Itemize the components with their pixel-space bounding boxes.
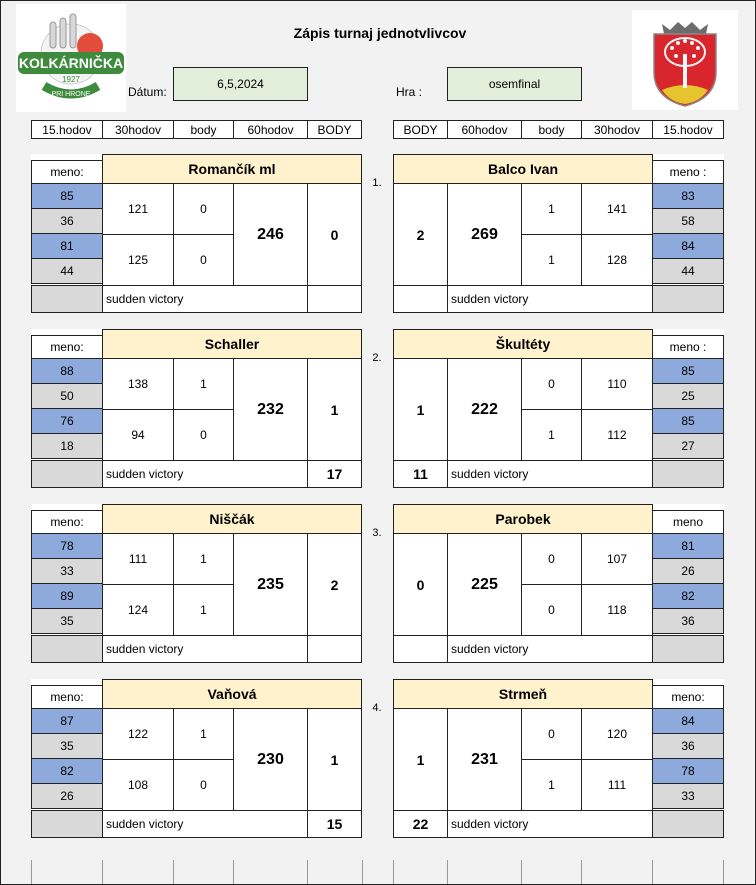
player-name-left[interactable]: Romančík ml (102, 154, 362, 184)
throw30-left: 121 (102, 183, 174, 235)
sudden-blank-right (652, 460, 724, 488)
throw15-right: 82 (652, 583, 724, 609)
throw15-left: 81 (31, 233, 103, 259)
col-left-body: body (173, 120, 234, 139)
player-name-left[interactable]: Vaňová (102, 679, 362, 709)
grid-line (102, 860, 103, 885)
throw30-right: 118 (581, 584, 653, 636)
sudden-victory-label-left: sudden victory (102, 810, 308, 838)
throw15-left: 44 (31, 258, 103, 284)
throw15-left: 33 (31, 558, 103, 584)
throw15-right: 27 (652, 433, 724, 459)
player-name-right[interactable]: Parobek (393, 504, 653, 534)
sudden-value-left[interactable] (307, 285, 362, 313)
sudden-victory-label-left: sudden victory (102, 635, 308, 663)
points-right: 1 (393, 358, 448, 461)
coat-of-arms-graphic (632, 10, 738, 110)
grid-line (362, 860, 363, 885)
body-left: 0 (173, 183, 234, 235)
col-right-15hodov: 15.hodov (652, 120, 724, 139)
throw15-right: 33 (652, 783, 724, 809)
points-right: 1 (393, 708, 448, 811)
points-left: 1 (307, 358, 362, 461)
sudden-value-left[interactable] (307, 635, 362, 663)
throw30-right: 141 (581, 183, 653, 235)
throw15-left: 89 (31, 583, 103, 609)
grid-line (31, 860, 32, 885)
grid-line (447, 860, 448, 885)
svg-text:PRI HRONE: PRI HRONE (51, 91, 91, 98)
body-right: 1 (521, 409, 582, 461)
sudden-victory-label-left: sudden victory (102, 285, 308, 313)
throw15-left: 88 (31, 358, 103, 384)
throw15-right: 25 (652, 383, 724, 409)
throw15-right: 44 (652, 258, 724, 284)
col-right-30hodov: 30hodov (581, 120, 653, 139)
col-left-30hodov: 30hodov (102, 120, 174, 139)
col-right-60hodov: 60hodov (447, 120, 522, 139)
throw15-left: 35 (31, 608, 103, 634)
throw15-left: 76 (31, 408, 103, 434)
points-right: 2 (393, 183, 448, 286)
body-left: 1 (173, 708, 234, 760)
throw15-right: 84 (652, 233, 724, 259)
throw30-right: 120 (581, 708, 653, 760)
body-left: 0 (173, 759, 234, 811)
grid-line (233, 860, 234, 885)
sudden-blank-left (31, 635, 103, 663)
points-left: 2 (307, 533, 362, 636)
throw30-right: 112 (581, 409, 653, 461)
throw30-right: 110 (581, 358, 653, 410)
game-field[interactable]: osemfinal (447, 67, 582, 101)
meno-label-right: meno : (652, 335, 724, 359)
meno-label-right: meno (652, 510, 724, 534)
body-left: 1 (173, 533, 234, 585)
meno-label-left: meno: (31, 685, 103, 709)
throw15-left: 36 (31, 208, 103, 234)
sudden-blank-right (652, 635, 724, 663)
throw15-left: 35 (31, 733, 103, 759)
throw15-right: 78 (652, 758, 724, 784)
throw15-left: 87 (31, 708, 103, 734)
throw15-right: 85 (652, 408, 724, 434)
points-left: 1 (307, 708, 362, 811)
throw30-left: 94 (102, 409, 174, 461)
throw15-left: 18 (31, 433, 103, 459)
throw30-left: 138 (102, 358, 174, 410)
sudden-victory-label-right: sudden victory (447, 810, 653, 838)
grid-line (521, 860, 522, 885)
throw30-left: 124 (102, 584, 174, 636)
throw30-left: 125 (102, 234, 174, 286)
body-right: 0 (521, 708, 582, 760)
body-right: 0 (521, 533, 582, 585)
throw15-right: 84 (652, 708, 724, 734)
points-right: 0 (393, 533, 448, 636)
body-left: 1 (173, 584, 234, 636)
col-left-BODY: BODY (307, 120, 362, 139)
match-index: 1. (372, 177, 382, 189)
meno-label-left: meno: (31, 510, 103, 534)
svg-text:1927: 1927 (62, 75, 80, 84)
sudden-value-right[interactable] (393, 635, 448, 663)
throw15-right: 85 (652, 358, 724, 384)
body-right: 1 (521, 183, 582, 235)
match-index: 2. (372, 352, 382, 364)
sudden-value-right[interactable]: 22 (393, 810, 448, 838)
sudden-value-left[interactable]: 15 (307, 810, 362, 838)
throw30-left: 111 (102, 533, 174, 585)
throw30-left: 108 (102, 759, 174, 811)
club-logo-graphic (16, 4, 126, 112)
body-right: 0 (521, 358, 582, 410)
grid-line (652, 860, 653, 885)
throw15-right: 26 (652, 558, 724, 584)
body-left: 0 (173, 409, 234, 461)
sudden-value-left[interactable]: 17 (307, 460, 362, 488)
club-logo (16, 4, 126, 112)
col-left-60hodov: 60hodov (233, 120, 308, 139)
meno-label-right: meno : (652, 160, 724, 184)
body-left: 0 (173, 234, 234, 286)
meno-label-right: meno: (652, 685, 724, 709)
col-left-15hodov: 15.hodov (31, 120, 103, 139)
total60-right: 222 (447, 358, 522, 461)
throw30-right: 107 (581, 533, 653, 585)
throw15-left: 50 (31, 383, 103, 409)
throw15-right: 36 (652, 733, 724, 759)
col-right-body: body (521, 120, 582, 139)
date-label: Dátum: (128, 85, 167, 99)
match-index: 4. (372, 702, 382, 714)
game-label: Hra : (396, 85, 423, 99)
throw30-right: 111 (581, 759, 653, 811)
throw15-left: 26 (31, 783, 103, 809)
points-left: 0 (307, 183, 362, 286)
total60-left: 246 (233, 183, 308, 286)
sudden-value-right[interactable] (393, 285, 448, 313)
coat-of-arms (632, 10, 738, 110)
total60-right: 269 (447, 183, 522, 286)
meno-label-left: meno: (31, 160, 103, 184)
total60-left: 232 (233, 358, 308, 461)
throw15-right: 81 (652, 533, 724, 559)
sudden-blank-right (652, 810, 724, 838)
sudden-blank-left (31, 460, 103, 488)
player-name-right[interactable]: Škultéty (393, 329, 653, 359)
throw15-left: 82 (31, 758, 103, 784)
body-right: 0 (521, 584, 582, 636)
throw15-left: 85 (31, 183, 103, 209)
page-title: Zápis turnaj jednotvlivcov (293, 25, 467, 41)
sudden-victory-label-right: sudden victory (447, 460, 653, 488)
player-name-left[interactable]: Niščák (102, 504, 362, 534)
total60-right: 225 (447, 533, 522, 636)
sudden-blank-left (31, 810, 103, 838)
throw30-left: 122 (102, 708, 174, 760)
body-right: 1 (521, 759, 582, 811)
match-index: 3. (372, 527, 382, 539)
body-right: 1 (521, 234, 582, 286)
grid-line (393, 860, 394, 885)
player-name-left[interactable]: Schaller (102, 329, 362, 359)
sudden-victory-label-left: sudden victory (102, 460, 308, 488)
player-name-right[interactable]: Strmeň (393, 679, 653, 709)
grid-line (173, 860, 174, 885)
throw30-right: 128 (581, 234, 653, 286)
body-left: 1 (173, 358, 234, 410)
date-field[interactable]: 6,5,2024 (173, 67, 308, 101)
sudden-blank-left (31, 285, 103, 313)
grid-line (723, 860, 724, 885)
meno-label-left: meno: (31, 335, 103, 359)
total60-right: 231 (447, 708, 522, 811)
sudden-victory-label-right: sudden victory (447, 285, 653, 313)
player-name-right[interactable]: Balco Ivan (393, 154, 653, 184)
grid-line (307, 860, 308, 885)
sudden-victory-label-right: sudden victory (447, 635, 653, 663)
grid-line (581, 860, 582, 885)
throw15-right: 58 (652, 208, 724, 234)
throw15-left: 78 (31, 533, 103, 559)
total60-left: 235 (233, 533, 308, 636)
throw15-right: 83 (652, 183, 724, 209)
throw15-right: 36 (652, 608, 724, 634)
sudden-blank-right (652, 285, 724, 313)
col-right-BODY: BODY (393, 120, 448, 139)
svg-text:KOLKÁRNIČKA: KOLKÁRNIČKA (18, 55, 124, 71)
sudden-value-right[interactable]: 11 (393, 460, 448, 488)
total60-left: 230 (233, 708, 308, 811)
